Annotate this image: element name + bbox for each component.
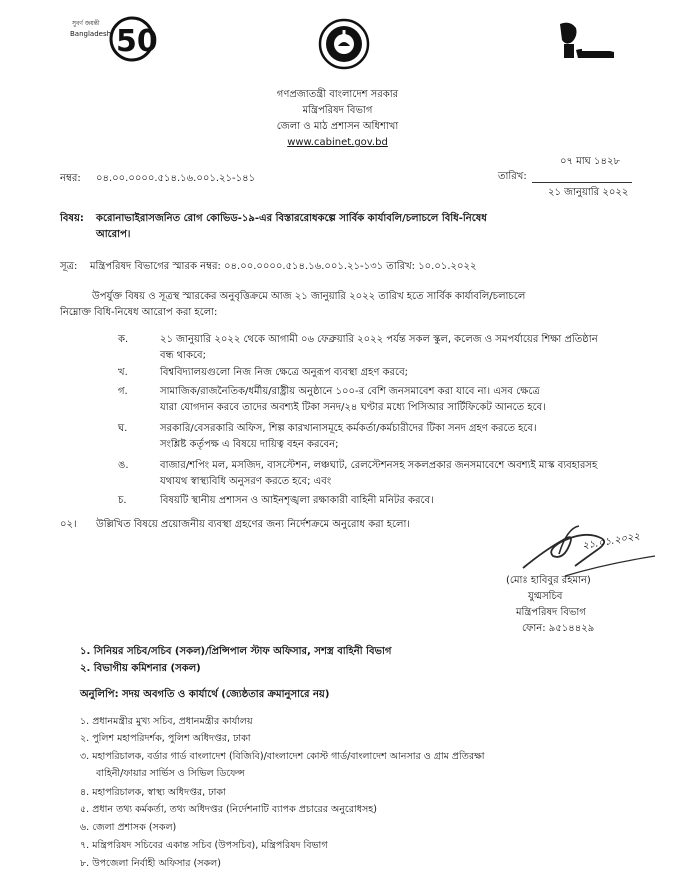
copy-item: ৪. মহাপরিচালক, স্বাস্থ্য অধিদপ্তর, ঢাকা bbox=[80, 787, 226, 798]
copy-item: ৫. প্রধান তথ্য কর্মকর্তা, তথ্য অধিদপ্তর (নির্দেশনাটি ব্যাপক প্রচারের অনুরোধসহ) bbox=[80, 804, 378, 815]
recipient-line: ১. সিনিয়র সচিব/সচিব (সকল)/প্রিন্সিপাল স্টাফ অফিসার, সশস্ত্র বাহিনী বিভাগ bbox=[80, 646, 392, 657]
copy-item: ৮. উপজেলা নির্বাহী অফিসার (সকল) bbox=[80, 858, 221, 869]
item-marker: খ. bbox=[118, 367, 128, 378]
recipient-line: ২. বিভাগীয় কমিশনার (সকল) bbox=[80, 663, 201, 674]
subject-line-1: করোনাভাইরাসজনিত রোগ কোভিড-১৯-এর বিস্তাররোধকল্পে সার্বিক কার্যাবলি/চলাচলে বিধি-নিষেধ bbox=[96, 213, 487, 224]
memo-number: ০৪.০০.০০০০.৫১৪.১৬.০০১.২১-১৪১ bbox=[96, 173, 256, 184]
copy-item: বাহিনী/ফায়ার সার্ভিস ও সিভিল ডিফেন্স bbox=[96, 768, 245, 779]
item-marker: ঙ. bbox=[118, 460, 129, 471]
copy-item: ১. প্রধানমন্ত্রীর মুখ্য সচিব, প্রধানমন্ত্রীর কার্যালয় bbox=[80, 716, 253, 727]
item-marker: গ. bbox=[118, 386, 128, 397]
memo-number-label: নম্বর: bbox=[60, 173, 81, 184]
item-text: যারা যোগদান করবে তাদের অবশ্যই টিকা সনদ/২৪ ঘণ্টার মধ্যে পিসিআর সার্টিফিকেট আনতে হবে। bbox=[160, 402, 546, 413]
signature-date: ২১.০১.২০২২ bbox=[581, 531, 641, 552]
copy-item: ২. পুলিশ মহাপরিদর্শক, পুলিশ অধিদপ্তর, ঢাকা bbox=[80, 733, 251, 744]
item-marker: ক. bbox=[118, 334, 129, 345]
letterhead-division: মন্ত্রিপরিষদ বিভাগ bbox=[302, 105, 373, 116]
date-label: তারিখ: bbox=[498, 171, 527, 182]
item-text: বিষয়টি স্থানীয় প্রশাসন ও আইনশৃঙ্খলা রক্ষাকারী বাহিনী মনিটর করবে। bbox=[160, 495, 434, 506]
item-text: সরকারি/বেসরকারি অফিস, শিল্প কারখানাসমূহে কর্মকর্তা/কর্মচারীদের টিকা সনদ গ্রহণ করতে হবে। bbox=[160, 423, 537, 434]
item-marker: চ. bbox=[118, 495, 127, 506]
subject-label: বিষয়: bbox=[60, 213, 84, 224]
item-text: সামাজিক/রাজনৈতিক/ধর্মীয়/রাষ্ট্রীয় অনুষ্ঠানে ১০০-র বেশি জনসমাবেশ করা যাবে না। এসব ক্ষেত্রে bbox=[160, 386, 540, 397]
item-text: বাজার/শপিং মল, মসজিদ, বাসস্টেশন, লঞ্চঘাট, রেলস্টেশনসহ সকলপ্রকার জনসমাবেশে অবশ্যই মাস্ক ব্যবহারসহ bbox=[160, 460, 598, 471]
reference-label: সূত্র: bbox=[60, 261, 78, 272]
para2-text: উল্লিখিত বিষয়ে প্রয়োজনীয় ব্যবস্থা গ্রহণের জন্য নির্দেশক্রমে অনুরোধ করা হলো। bbox=[96, 519, 410, 530]
intro-line-2: নিম্নোক্ত বিধি-নিষেধ আরোপ করা হলো: bbox=[60, 307, 218, 318]
signatory-phone: ফোন: ৯৫১৪৪২৯ bbox=[522, 623, 595, 634]
item-text: যথাযথ স্বাস্থ্যবিধি অনুসরণ করতে হবে; এবং bbox=[160, 476, 332, 487]
item-text: বিশ্ববিদ্যালয়গুলো নিজ নিজ ক্ষেত্রে অনুরূপ ব্যবস্থা গ্রহণ করবে; bbox=[160, 367, 409, 378]
mujib-borsho-logo bbox=[552, 18, 620, 66]
item-text: সংশ্লিষ্ট কর্তৃপক্ষ এ বিষয়ে দায়িত্ব বহন করবেন; bbox=[160, 439, 339, 450]
item-text: বন্ধ থাকবে; bbox=[160, 350, 206, 361]
copy-item: ৩. মহাপরিচালক, বর্ডার গার্ড বাংলাদেশ (বিজিবি)/বাংলাদেশ কোস্ট গার্ড/বাংলাদেশ আনসার ও গ্রাম প্রতিরক্ষা bbox=[80, 751, 485, 762]
signatory-office: মন্ত্রিপরিষদ বিভাগ bbox=[516, 607, 586, 618]
jubilee-logo-line1: সুবর্ণ জয়ন্তী bbox=[72, 20, 100, 27]
letterhead-wing: জেলা ও মাঠ প্রশাসন অধিশাখা bbox=[276, 121, 399, 132]
date-bangla: ০৭ মাঘ ১৪২৮ bbox=[560, 156, 620, 167]
signatory-designation: যুগ্মসচিব bbox=[528, 591, 563, 602]
reference-text: মন্ত্রিপরিষদ বিভাগের স্মারক নম্বর: ০৪.০০.০০০০.৫১৪.১৬.০০১.২১-১৩১ তারিখ: ১০.০১.২০২২ bbox=[90, 261, 477, 272]
jubilee-logo-line2: Bangladesh bbox=[70, 30, 112, 38]
copy-heading: অনুলিপি: সদয় অবগতি ও কার্যার্থে (জ্যেষ্ঠতার ক্রমানুসারে নয়) bbox=[80, 689, 330, 700]
copy-item: ৭. মন্ত্রিপরিষদ সচিবের একান্ত সচিব (উপসচিব), মন্ত্রিপরিষদ বিভাগ bbox=[80, 840, 328, 851]
para2-marker: ০২। bbox=[60, 519, 77, 530]
date-divider bbox=[532, 182, 632, 183]
intro-line-1: উপর্যুক্ত বিষয় ও সূত্রস্থ স্মারকের অনুবৃত্তিক্রমে আজ ২১ জানুয়ারি ২০২২ তারিখ হতে সার্বিক কার্যাবলি/চলাচলে bbox=[92, 291, 526, 302]
subject-line-2: আরোপ। bbox=[96, 229, 131, 240]
date-english: ২১ জানুয়ারি ২০২২ bbox=[548, 187, 629, 198]
government-seal-icon bbox=[318, 18, 370, 70]
copy-item: ৬. জেলা প্রশাসক (সকল) bbox=[80, 822, 177, 833]
letterhead-website[interactable]: www.cabinet.gov.bd bbox=[287, 137, 388, 148]
signatory-name: (মোঃ হাবিবুর রহমান) bbox=[506, 575, 591, 586]
svg-text:50: 50 bbox=[116, 24, 158, 59]
item-marker: ঘ. bbox=[118, 423, 128, 434]
item-text: ২১ জানুয়ারি ২০২২ থেকে আগামী ০৬ ফেব্রুয়ারি ২০২২ পর্যন্ত সকল স্কুল, কলেজ ও সমপর্যায়ের শিক্ষা প্রতিষ্ঠান bbox=[160, 334, 598, 345]
letterhead-government: গণপ্রজাতন্ত্রী বাংলাদেশ সরকার bbox=[276, 89, 399, 100]
